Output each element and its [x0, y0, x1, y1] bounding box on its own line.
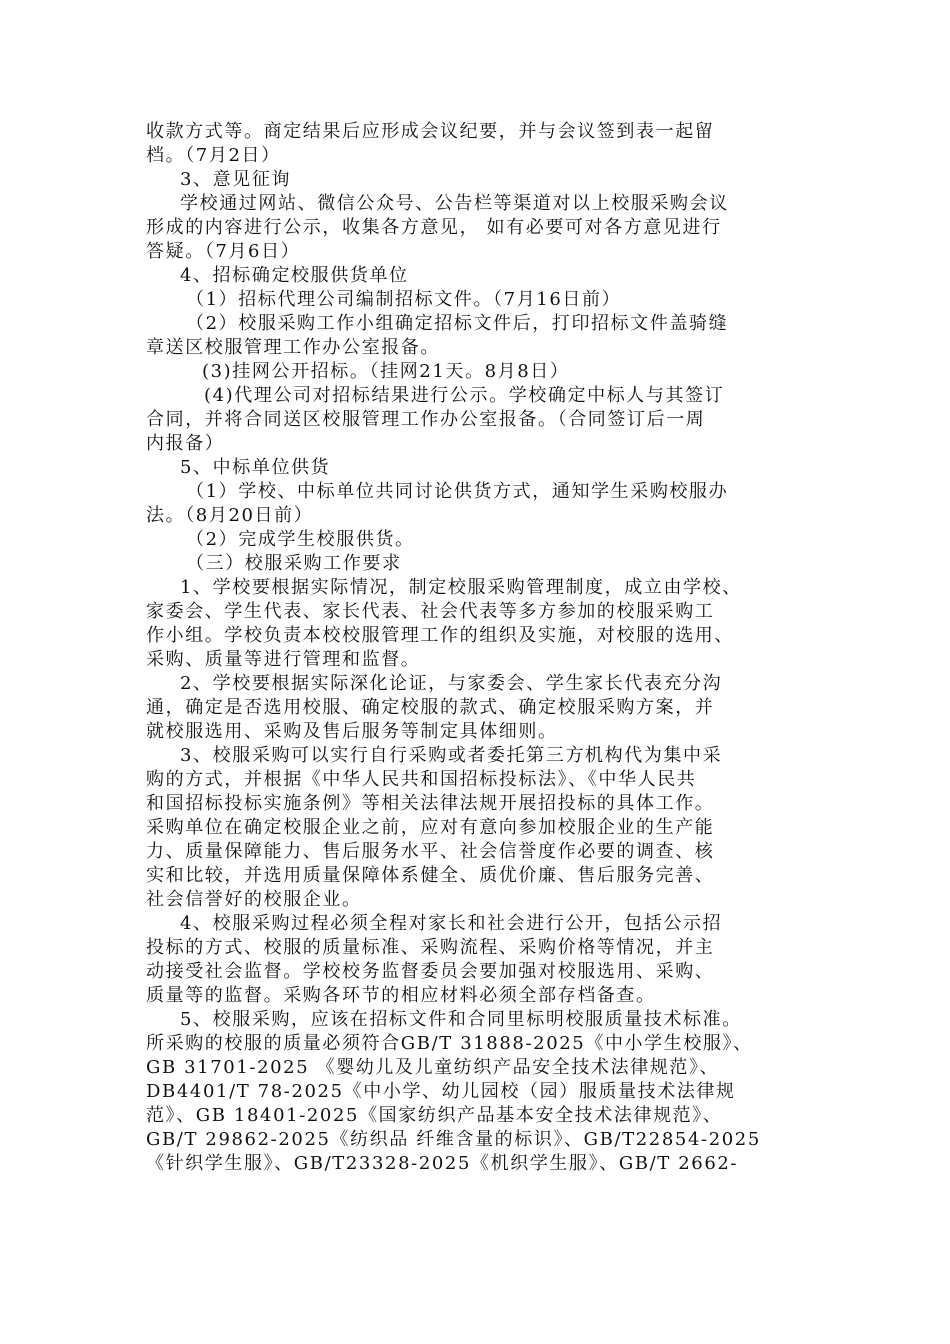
- text-line: 学校通过网站、微信公众号、公告栏等渠道对以上校服采购会议: [180, 193, 729, 214]
- text-line: 法。（8月20日前）: [146, 505, 314, 526]
- text-line: 2、学校要根据实际深化论证，与家委会、学生家长代表充分沟: [180, 673, 723, 694]
- section-heading: 3、意见征询: [180, 169, 292, 190]
- text-line: 4、校服采购过程必须全程对家长和社会进行公开，包括公示招: [180, 913, 723, 934]
- text-line: GB/T 29862-2025《纺织品 纤维含量的标识》、GB/T22854-2025: [146, 1129, 761, 1150]
- text-line: 和国招标投标实施条例》等相关法律法规开展招投标的具体工作。: [146, 793, 715, 814]
- text-line: GB 31701-2025 《婴幼儿及儿童纺织产品安全技术法律规范》、: [146, 1057, 720, 1078]
- text-line: 力、质量保障能力、售后服务水平、社会信誉度作必要的调查、核: [146, 841, 715, 862]
- section-heading: 5、中标单位供货: [180, 457, 331, 478]
- text-line: 1、学校要根据实际情况，制定校服采购管理制度，成立由学校、: [180, 577, 742, 598]
- text-line: 合同，并将合同送区校服管理工作办公室报备。（合同签订后一周: [146, 409, 706, 430]
- text-line: 社会信誉好的校服企业。: [146, 889, 362, 910]
- text-line: 所采购的校服的质量必须符合GB/T 31888-2025《中小学生校服》、: [146, 1033, 753, 1054]
- text-line: 《针织学生服》、GB/T23328-2025《机织学生服》、GB/T 2662-: [146, 1153, 739, 1174]
- text-line: （1）招标代理公司编制招标文件。（7月16日前）: [186, 289, 622, 310]
- text-line: 答疑。（7月6日）: [146, 241, 301, 262]
- text-line: 5、校服采购，应该在招标文件和合同里标明校服质量技术标准。: [180, 1009, 742, 1030]
- text-line: 动接受社会监督。学校校务监督委员会要加强对校服选用、采购、: [146, 961, 715, 982]
- text-line: 实和比较，并选用质量保障体系健全、质优价廉、售后服务完善、: [146, 865, 715, 886]
- text-line: (3)挂网公开招标。（挂网21天。8月8日）: [202, 361, 570, 382]
- text-line: 作小组。学校负责本校校服管理工作的组织及实施，对校服的选用、: [146, 625, 734, 646]
- text-line: DB4401/T 78-2025《中小学、幼儿园校（园）服质量技术法律规: [146, 1081, 736, 1102]
- text-line: （2）校服采购工作小组确定招标文件后，打印招标文件盖骑缝: [186, 313, 729, 334]
- text-line: 章送区校服管理工作办公室报备。: [146, 337, 440, 358]
- text-line: 采购、质量等进行管理和监督。: [146, 649, 421, 670]
- text-line: 就校服选用、采购及售后服务等制定具体细则。: [146, 721, 558, 742]
- text-line: （1）学校、中标单位共同讨论供货方式，通知学生采购校服办: [186, 481, 729, 502]
- text-line: (4)代理公司对招标结果进行公示。学校确定中标人与其签订: [204, 385, 725, 406]
- text-line: 内报备）: [146, 433, 225, 454]
- text-line: 采购单位在确定校服企业之前，应对有意向参加校服企业的生产能: [146, 817, 715, 838]
- text-line: 3、校服采购可以实行自行采购或者委托第三方机构代为集中采: [180, 745, 723, 766]
- text-line: （2）完成学生校服供货。: [186, 529, 415, 550]
- document-body: [146, 120, 806, 1176]
- text-line: 家委会、学生代表、家长代表、社会代表等多方参加的校服采购工: [146, 601, 715, 622]
- text-line: 购的方式，并根据《中华人民共和国招标投标法》、《中华人民共: [146, 769, 697, 790]
- text-line: 收款方式等。商定结果后应形成会议纪要，并与会议签到表一起留: [146, 121, 715, 142]
- section-heading: 4、招标确定校服供货单位: [180, 265, 409, 286]
- text-line: 质量等的监督。采购各环节的相应材料必须全部存档备查。: [146, 985, 656, 1006]
- text-line: 档。（7月2日）: [146, 145, 281, 166]
- text-line: 形成的内容进行公示，收集各方意见， 如有必要可对各方意见进行: [146, 217, 722, 238]
- text-line: 范》、GB 18401-2025《国家纺织产品基本安全技术法律规范》、: [146, 1105, 723, 1126]
- section-heading: （三）校服采购工作要求: [186, 553, 402, 574]
- text-line: 通，确定是否选用校服、确定校服的款式、确定校服采购方案，并: [146, 697, 715, 718]
- text-line: 投标的方式、校服的质量标准、采购流程、采购价格等情况，并主: [146, 937, 715, 958]
